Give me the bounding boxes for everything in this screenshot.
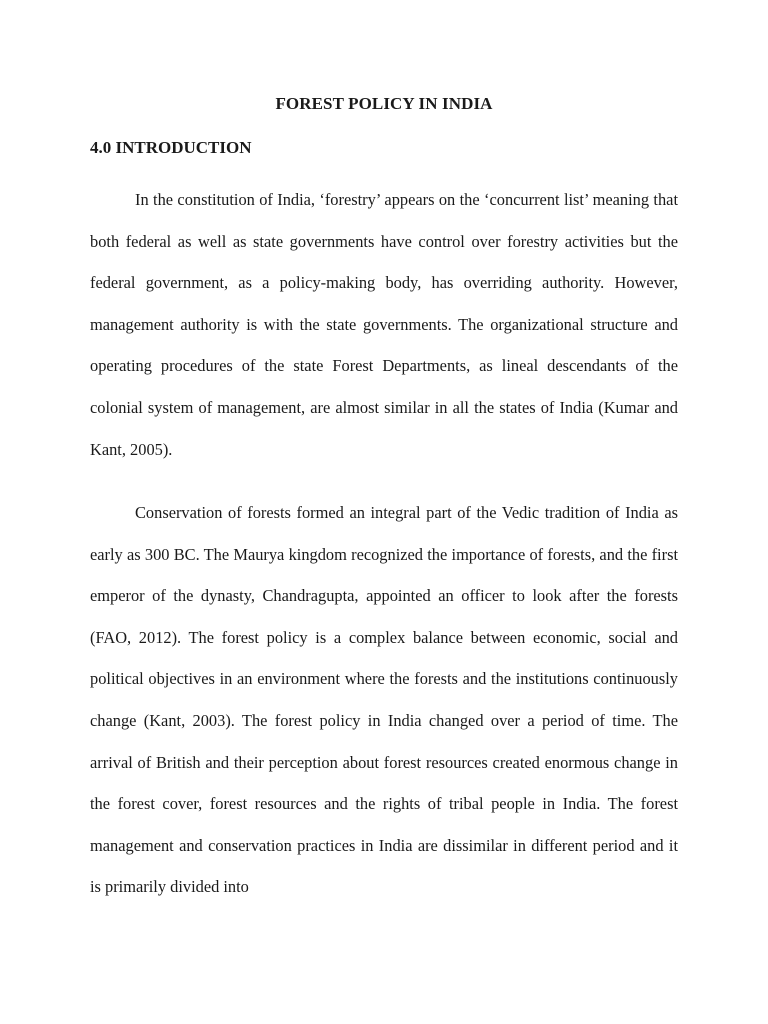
section-heading: 4.0 INTRODUCTION [90,138,252,157]
document-title: FOREST POLICY IN INDIA [275,94,493,113]
paragraph-2: Conservation of forests formed an integral part of the Vedic tradition of India as early as 300 BC. The Maurya kingdom recognized the importance of forests, and the first emperor of the dynasty, Chandragupta, appointed an officer to look after the forests (FAO, 2012). The forest policy is a complex balance between economic, social and political objectives in an environment where the forests and the institutions continuously change (Kant, 2003). The forest policy in India changed over a period of time. The arrival of British and their perception about forest resources created enormous change in the forest cover, forest resources and the rights of tribal people in India. The forest management and conservation practices in India are dissimilar in different period and it is primarily divided into [90,503,678,897]
paragraph-1: In the constitution of India, ‘forestry’ appears on the ‘concurrent list’ meaning that both federal as well as state governments have control over forestry activities but the federal government, as a policy-making body, has overriding authority. However, management authority is with the state governments. The organizational structure and operating procedures of the state Forest Departments, as lineal descendants of the colonial system of management, are almost similar in all the states of India (Kumar and Kant, 2005). [90,190,678,459]
